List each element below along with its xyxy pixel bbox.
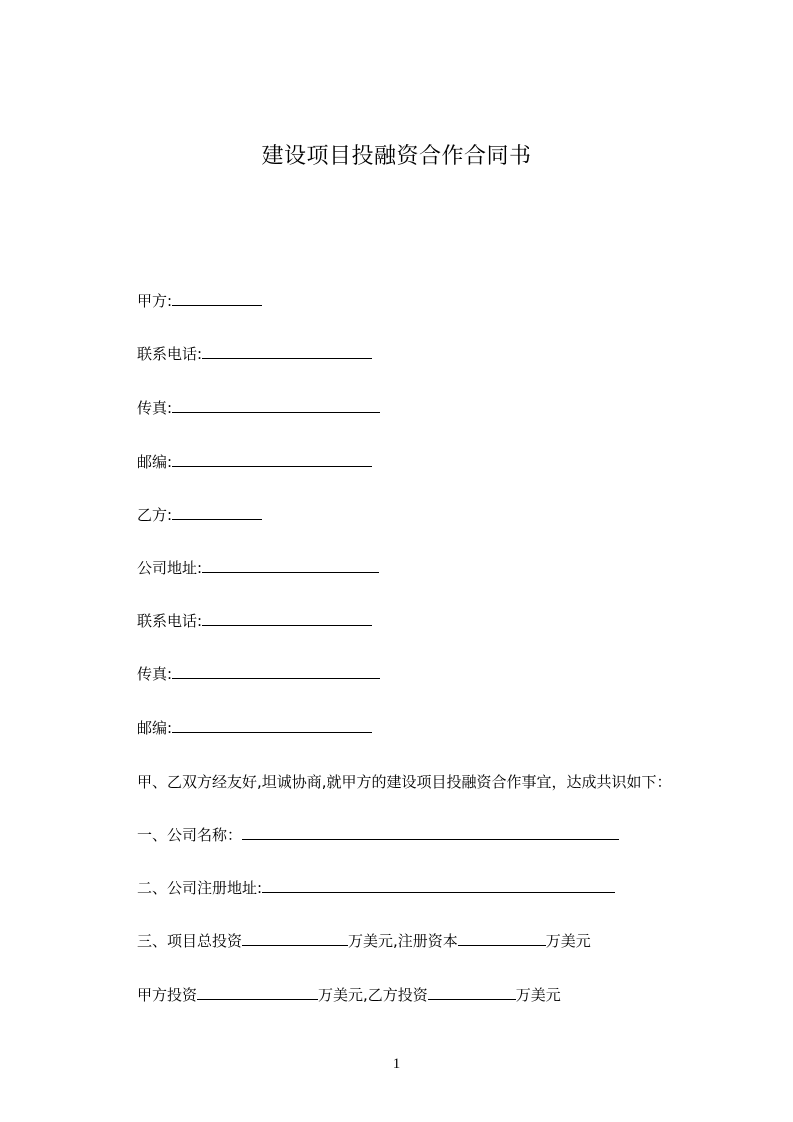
clause-1-line: [137, 824, 619, 846]
party-b-postcode-line: [137, 717, 372, 739]
party-a-fax-label: 传真:: [137, 399, 173, 417]
party-b-blank[interactable]: [172, 505, 262, 520]
party-b-address-line: [137, 557, 379, 579]
party-a-postcode-line: [137, 451, 372, 473]
page-number: 1: [392, 1056, 401, 1072]
intro-paragraph: 甲、乙双方经友好,坦诚协商,就甲方的建设项目投融资合作事宜，达成共识如下：: [137, 773, 672, 791]
party-a-fax-line: [137, 397, 380, 419]
party-a-investment-blank[interactable]: [197, 985, 318, 1000]
party-b-phone-line: [137, 610, 372, 632]
clause-3-unit-1: 万美元,注册资本: [348, 932, 458, 950]
clause-1-label: 一、公司名称：: [137, 826, 243, 844]
party-a-phone-blank[interactable]: [202, 344, 372, 359]
clause-3-unit-2: 万美元: [545, 932, 591, 950]
clause-3-line: [137, 930, 591, 952]
party-b-address-blank[interactable]: [202, 558, 379, 573]
investment-unit-2: 万美元: [515, 986, 561, 1004]
party-b-line: [137, 504, 262, 526]
party-a-postcode-label: 邮编:: [137, 453, 173, 471]
party-b-fax-blank[interactable]: [172, 664, 380, 679]
party-a-phone-line: [137, 343, 372, 365]
investment-label: 甲方投资: [137, 986, 198, 1004]
party-b-address-label: 公司地址:: [137, 559, 203, 577]
party-a-postcode-blank[interactable]: [172, 452, 372, 467]
party-b-investment-blank[interactable]: [428, 985, 516, 1000]
party-b-phone-blank[interactable]: [202, 611, 372, 626]
party-a-blank[interactable]: [172, 291, 262, 306]
party-b-fax-line: [137, 663, 380, 685]
party-b-phone-label: 联系电话:: [137, 612, 203, 630]
party-a-phone-label: 联系电话:: [137, 345, 203, 363]
party-b-fax-label: 传真:: [137, 665, 173, 683]
investment-unit-1: 万美元,乙方投资: [318, 986, 428, 1004]
registered-capital-blank[interactable]: [458, 931, 546, 946]
party-b-postcode-blank[interactable]: [172, 718, 372, 733]
total-investment-blank[interactable]: [242, 931, 348, 946]
company-name-blank[interactable]: [242, 825, 619, 840]
clause-2-label: 二、公司注册地址:: [137, 879, 263, 897]
party-b-label: 乙方:: [137, 506, 173, 524]
party-a-line: [137, 290, 262, 312]
document-title: 建设项目投融资合作合同书: [261, 144, 532, 169]
clause-2-line: [137, 877, 615, 899]
party-a-fax-blank[interactable]: [172, 398, 380, 413]
registered-address-blank[interactable]: [262, 878, 615, 893]
party-a-label: 甲方:: [137, 292, 173, 310]
clause-3-label: 三、项目总投资: [137, 932, 243, 950]
investment-line: [137, 984, 561, 1006]
party-b-postcode-label: 邮编:: [137, 719, 173, 737]
